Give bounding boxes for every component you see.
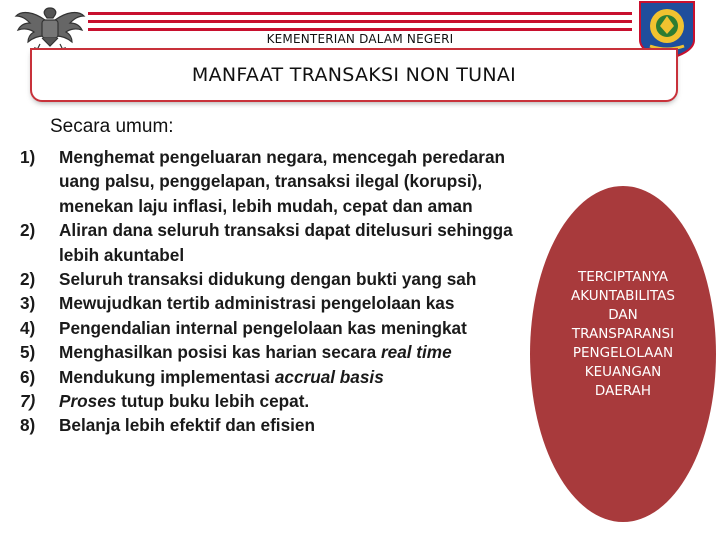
title-box [32, 50, 676, 100]
item-number: 2) [20, 269, 36, 290]
item-text: Menghasilkan posisi kas harian secara real time [59, 342, 452, 363]
header-stripe [88, 12, 632, 15]
item-number: 2) [20, 220, 36, 241]
item-text: Seluruh transaksi didukung dengan bukti yang sah [59, 269, 477, 290]
list-item [20, 267, 530, 291]
list-item [20, 316, 530, 340]
item-number: 1) [20, 147, 36, 167]
ministry-name: KEMENTERIAN DALAM NEGERI [0, 32, 720, 46]
outcome-line: DAN [608, 307, 638, 323]
outcome-line: TERCIPTANYA [578, 269, 668, 285]
outcome-line: DAERAH [594, 383, 652, 399]
item-number: 4) [20, 317, 36, 338]
list-item [20, 340, 530, 364]
item-number: 7) [20, 391, 36, 412]
page-title: MANFAAT TRANSAKSI NON TUNAI [191, 64, 517, 86]
item-text: Mendukung implementasi accrual basis [59, 366, 384, 387]
item-number: 8) [20, 415, 36, 436]
outcome-line: PENGELOLAAN [572, 345, 674, 361]
list-item [20, 413, 530, 437]
list-item [20, 291, 530, 315]
item-number: 5) [20, 342, 36, 363]
item-text: Proses tutup buku lebih cepat. [59, 391, 310, 412]
benefit-list [20, 145, 530, 438]
item-text: Menghemat pengeluaran negara, mencegah peredaran uang palsu, penggelapan, transaksi ilegal (korupsi), menekan laju inflasi, lebih mudah, cepat dan aman [59, 147, 506, 216]
item-number: 3) [20, 293, 36, 314]
header-stripe [88, 28, 632, 31]
list-item [20, 145, 530, 218]
header-stripe [88, 20, 632, 23]
item-text: Pengendalian internal pengelolaan kas meningkat [59, 317, 467, 338]
outcome-text [530, 268, 716, 401]
list-item [20, 365, 530, 389]
item-text: Mewujudkan tertib administrasi pengelolaan kas [59, 293, 455, 314]
subtitle: Secara umum: [50, 116, 174, 137]
list-item [20, 389, 530, 413]
list-item [20, 218, 530, 267]
outcome-line: TRANSPARANSI [571, 326, 675, 342]
outcome-line: AKUNTABILITAS [571, 288, 675, 304]
item-number: 6) [20, 366, 36, 387]
outcome-line: KEUANGAN [584, 364, 662, 380]
item-text: Belanja lebih efektif dan efisien [59, 415, 315, 436]
item-text: Aliran dana seluruh transaksi dapat ditelusuri sehingga lebih akuntabel [59, 220, 513, 265]
